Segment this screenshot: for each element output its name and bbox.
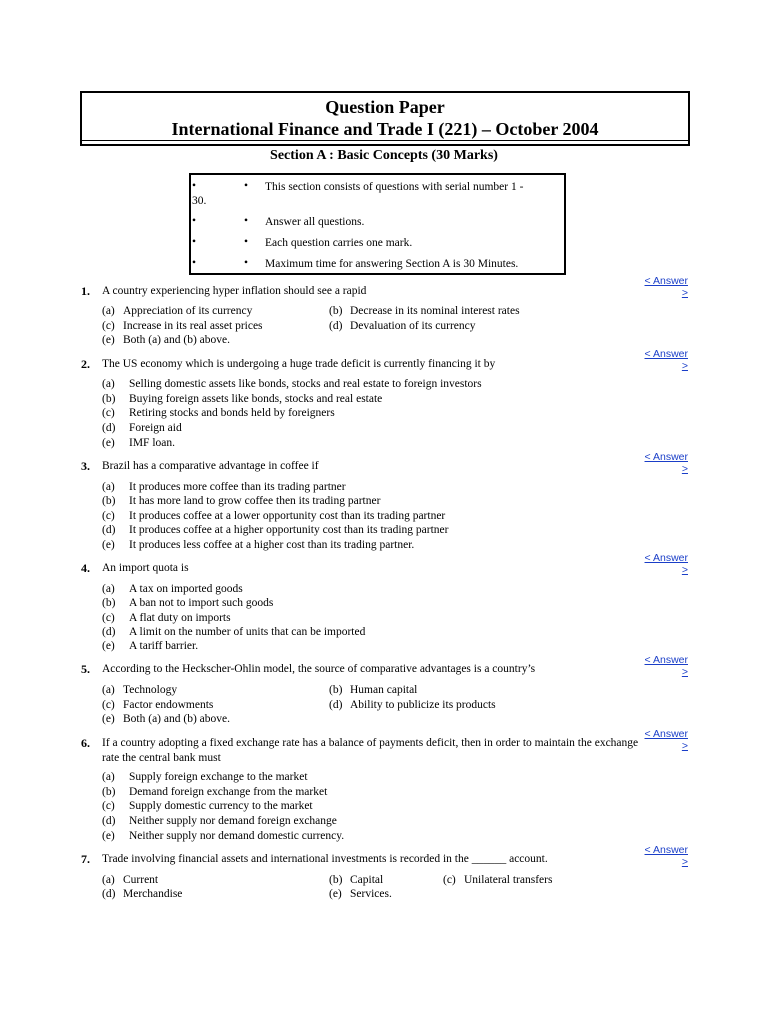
question-stem: The US economy which is undergoing a huge trade deficit is currently financing it by [102, 358, 496, 370]
option-e: (e) Both (a) and (b) above. [102, 334, 230, 346]
option-b: (b) It has more land to grow coffee then its trading partner [102, 495, 381, 507]
question-number: 1. [81, 284, 90, 298]
option-b: (b) Capital [329, 874, 384, 886]
option-d: (d) Devaluation of its currency [329, 320, 476, 332]
answer-link-q4[interactable]: < Answer > [644, 552, 688, 576]
option-c: (c) Increase in its real asset prices [102, 320, 263, 332]
header-rule [82, 140, 688, 141]
question-number: 2. [81, 357, 90, 371]
option-a: (a) Appreciation of its currency [102, 305, 253, 317]
option-b: (b) Buying foreign assets like bonds, stocks and real estate [102, 393, 383, 405]
question-stem: Brazil has a comparative advantage in coffee if [102, 460, 319, 472]
instruction-text: Answer all questions. [265, 216, 365, 228]
option-c: (c) Supply domestic currency to the market [102, 800, 313, 812]
bullet-icon: • [244, 236, 249, 248]
option-a: (a) Current [102, 874, 159, 886]
option-e: (e) Services. [329, 888, 392, 900]
option-c: (c) Retiring stocks and bonds held by foreigners [102, 407, 335, 419]
question-stem: Trade involving financial assets and international investments is recorded in the ______ account. [102, 853, 548, 865]
bullet-icon: • [244, 180, 249, 192]
instruction-text: Maximum time for answering Section A is 30 Minutes. [265, 258, 519, 270]
bullet-icon: • [192, 236, 197, 248]
option-e: (e) Neither supply nor demand domestic currency. [102, 830, 345, 842]
question-number: 6. [81, 736, 90, 750]
option-d: (d) It produces coffee at a higher opportunity cost than its trading partner [102, 524, 449, 536]
option-d: (d) Merchandise [102, 888, 183, 900]
option-d: (d) A limit on the number of units that can be imported [102, 626, 366, 638]
option-e: (e) It produces less coffee at a higher cost than its trading partner. [102, 539, 415, 551]
option-c: (c) Unilateral transfers [443, 874, 553, 886]
answer-link-q6[interactable]: < Answer > [644, 728, 688, 752]
option-c: (c) It produces coffee at a lower opportunity cost than its trading partner [102, 510, 446, 522]
bullet-icon: • [192, 257, 197, 269]
question-stem: According to the Heckscher-Ohlin model, the source of comparative advantages is a country’s [102, 663, 536, 675]
option-a: (a) Supply foreign exchange to the market [102, 771, 308, 783]
option-a: (a) Technology [102, 684, 178, 696]
question-number: 4. [81, 561, 90, 575]
option-b: (b) Demand foreign exchange from the market [102, 786, 328, 798]
option-e: (e) Both (a) and (b) above. [102, 713, 230, 725]
bullet-icon: • [244, 215, 249, 227]
answer-link-q2[interactable]: < Answer > [644, 348, 688, 372]
option-d: (d) Ability to publicize its products [329, 699, 496, 711]
bullet-icon: • [192, 215, 197, 227]
option-a: (a) A tax on imported goods [102, 583, 243, 595]
bullet-icon: • [244, 257, 249, 269]
answer-link-q7[interactable]: < Answer > [644, 844, 688, 868]
instruction-text-cont: 30. [192, 195, 207, 207]
option-b: (b) Decrease in its nominal interest rates [329, 305, 520, 317]
option-b: (b) A ban not to import such goods [102, 597, 274, 609]
option-e: (e) IMF loan. [102, 437, 175, 449]
instruction-text: Each question carries one mark. [265, 237, 413, 249]
option-a: (a) Selling domestic assets like bonds, stocks and real estate to foreign investors [102, 378, 482, 390]
question-stem: A country experiencing hyper inflation should see a rapid [102, 285, 367, 297]
option-d: (d) Foreign aid [102, 422, 182, 434]
question-number: 7. [81, 852, 90, 866]
paper-subtitle: International Finance and Trade I (221) – October 2004 [171, 119, 599, 139]
option-c: (c) Factor endowments [102, 699, 214, 711]
bullet-icon: • [192, 180, 197, 192]
question-number: 3. [81, 459, 90, 473]
instructions-box [189, 173, 566, 275]
question-stem: If a country adopting a fixed exchange rate has a balance of payments deficit, then in order to maintain the exchange rate the central bank must [102, 737, 639, 764]
option-b: (b) Human capital [329, 684, 418, 696]
option-a: (a) It produces more coffee than its trading partner [102, 481, 346, 493]
answer-link-q3[interactable]: < Answer > [644, 451, 688, 475]
section-title: Section A : Basic Concepts (30 Marks) [270, 148, 498, 163]
question-stem: An import quota is [102, 562, 189, 574]
paper-title: Question Paper [325, 97, 445, 117]
option-c: (c) A flat duty on imports [102, 612, 231, 624]
answer-link-q5[interactable]: < Answer > [644, 654, 688, 678]
answer-link-q1[interactable]: < Answer > [644, 275, 688, 299]
option-d: (d) Neither supply nor demand foreign exchange [102, 815, 337, 827]
question-number: 5. [81, 662, 90, 676]
option-e: (e) A tariff barrier. [102, 640, 199, 652]
paper-header [80, 91, 690, 146]
instruction-text: This section consists of questions with serial number 1 - [265, 181, 524, 193]
